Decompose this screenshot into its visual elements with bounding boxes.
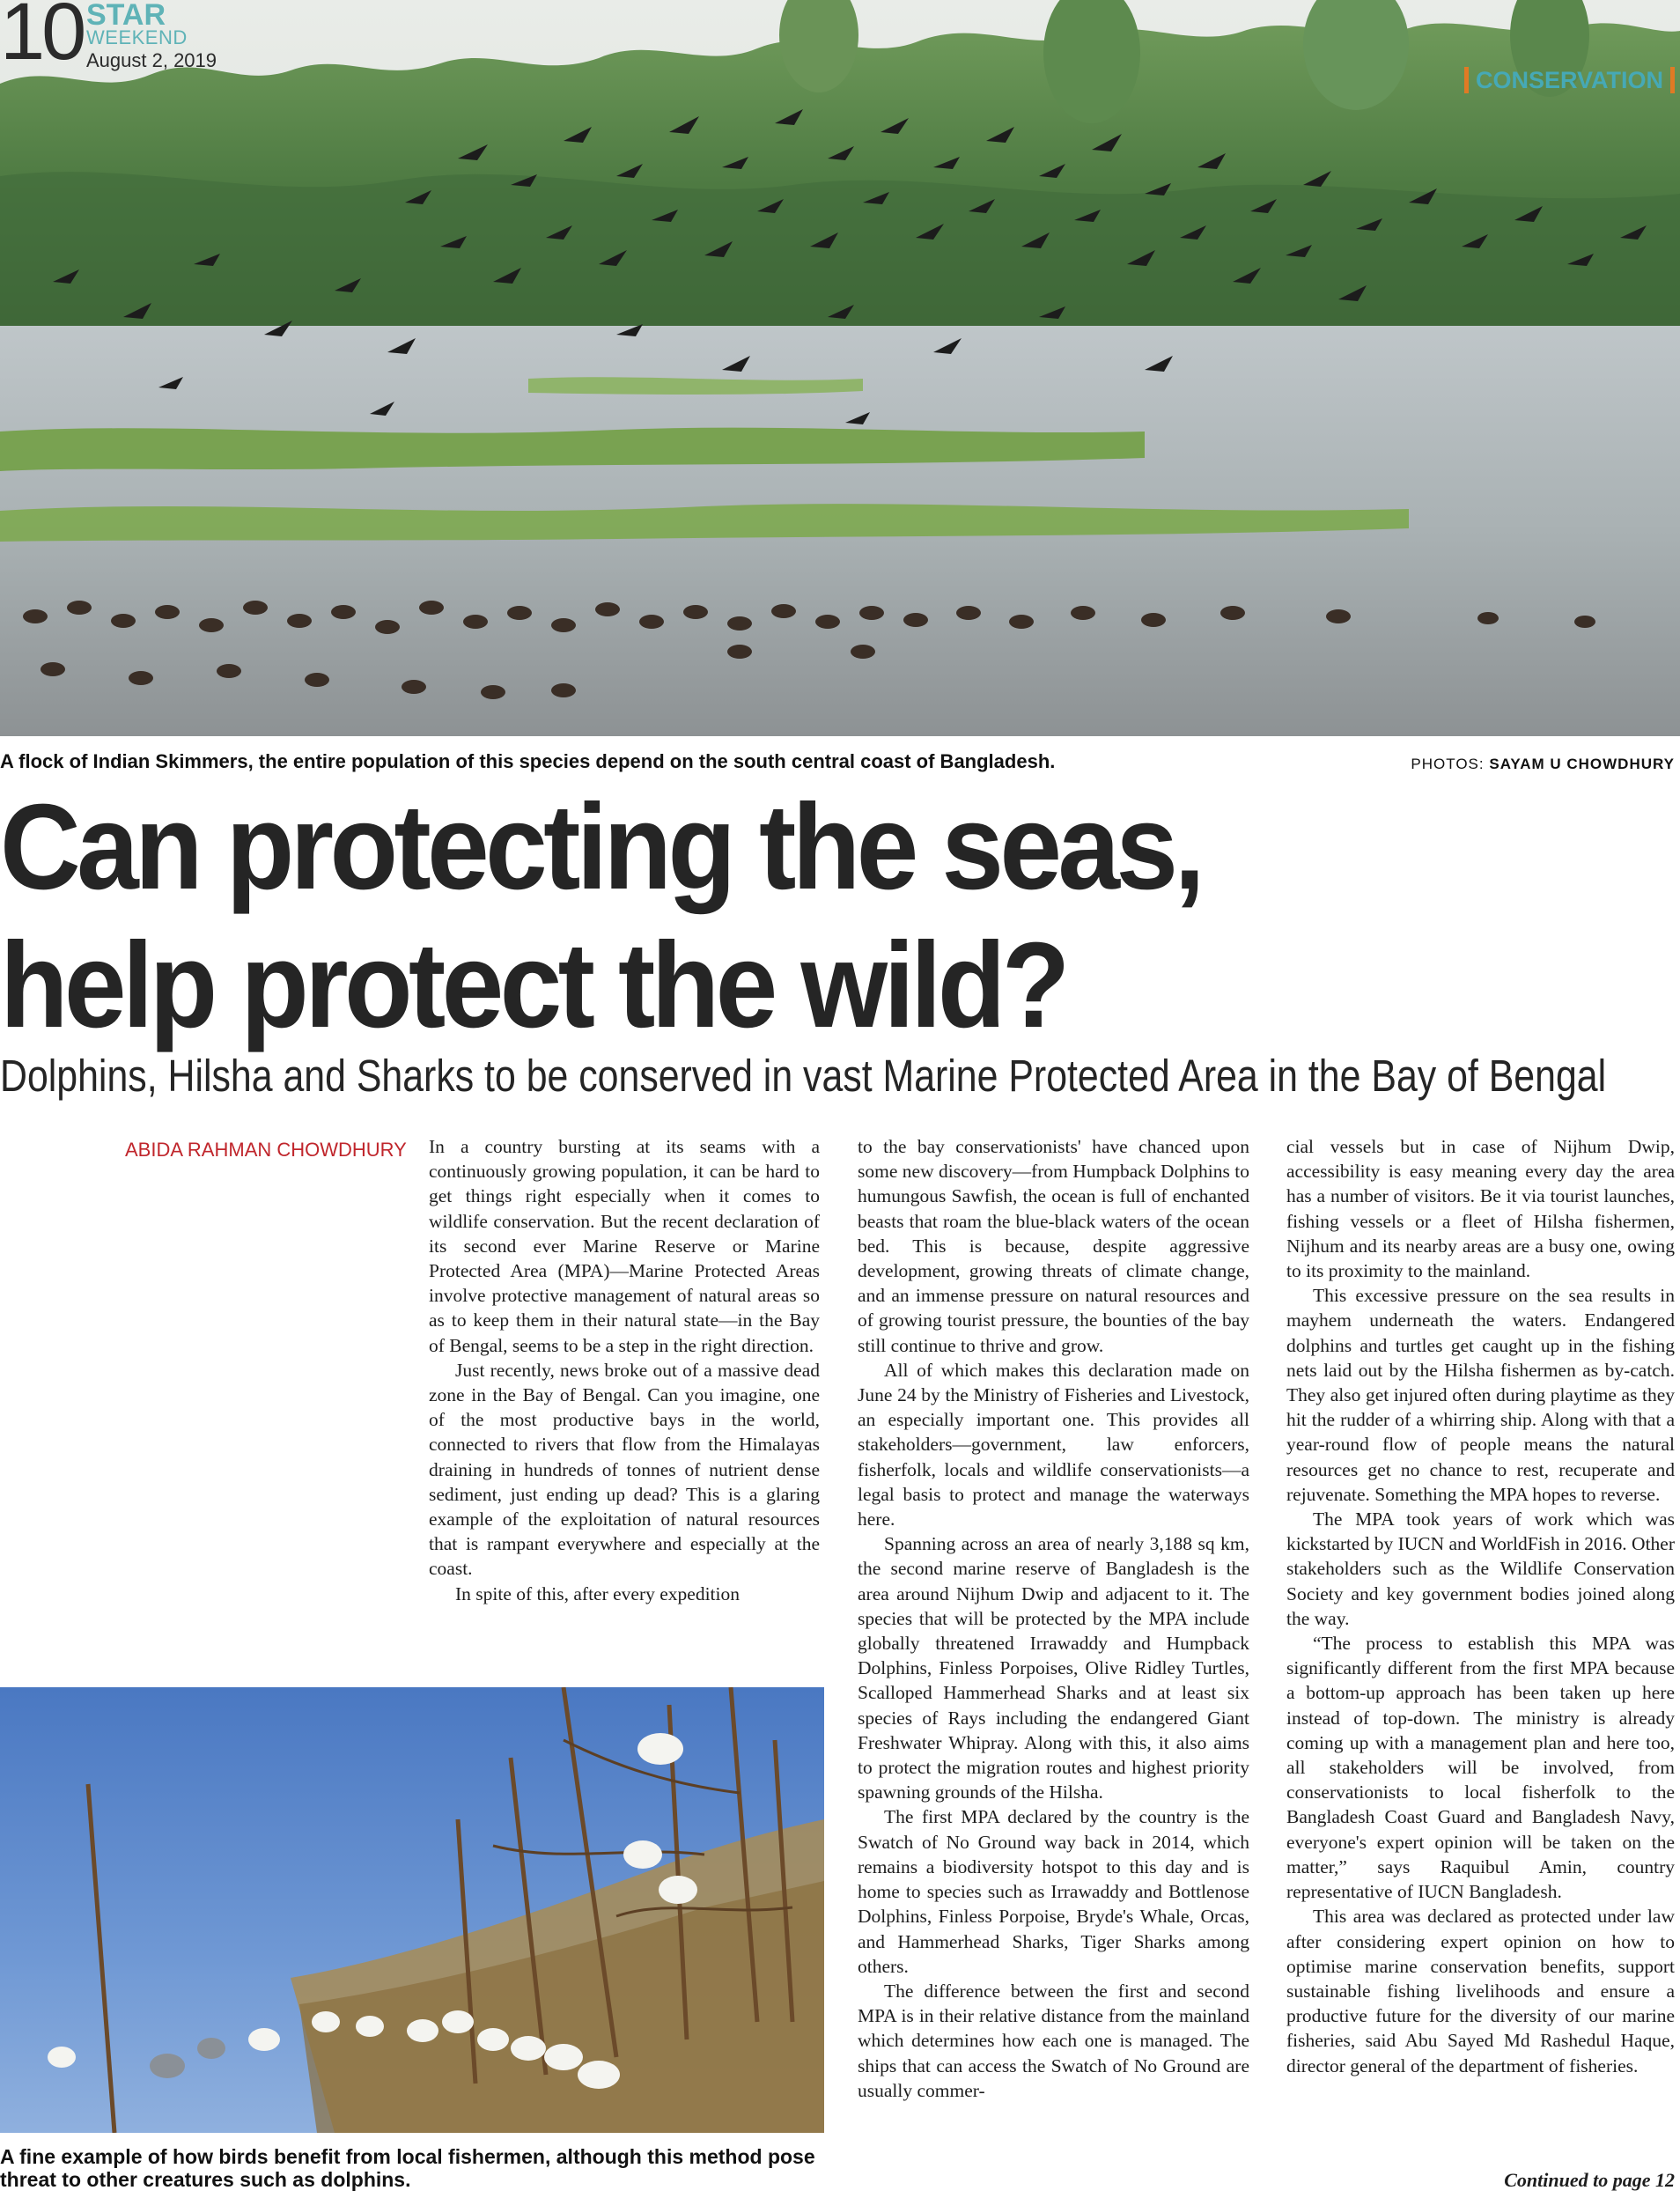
subheadline: Dolphins, Hilsha and Sharks to be conserved in vast Marine Protected Area in the Bay of Bengal (0, 1051, 1607, 1101)
photo-credit (1411, 753, 1675, 776)
hero-photo-illustration (0, 0, 1680, 736)
egrets-photo-illustration (0, 1687, 824, 2133)
paragraph: This excessive pressure on the sea results in mayhem underneath the waters. Endangered dolphins and turtles get caught up in the fishing nets laid out by the Hilsha fishermen as by-catch. They also get injured often during playtime as they hit the rudder of a whirring ship. Along with that a year-round flow of people means the natural resources get no chance to rest, recuperate and rejuvenate. Something the MPA hopes to reverse. (1286, 1285, 1675, 1505)
hero-caption: A flock of Indian Skimmers, the entire population of this species depend on the south central coast of Bangladesh. (0, 750, 1056, 772)
brand-subtitle: WEEKEND (86, 26, 188, 48)
paragraph: Just recently, news broke out of a massive dead zone in the Bay of Bengal. Can you imagine, one of the most productive bays in the world, connected to rivers that flow from the Himalayas draining in hundreds of tonnes of nutrient dense sediment, just ending up dead? This is a glaring example of the exploitation of natural resources that is rampant everywhere and especially at the coast. (429, 1359, 820, 1580)
paragraph: The first MPA declared by the country is the Swatch of No Ground way back in 2014, which remains a biodiversity hotspot to this day and is home to species such as Irrawaddy and Bottlenose Dolphins, Finless Porpoise, Bryde's Whale, Orcas, and Hammerhead Sharks, Tiger Sharks among others. (858, 1806, 1249, 1977)
byline: ABIDA RAHMAN CHOWDHURY (125, 1139, 407, 1161)
paragraph: In a country bursting at its seams with a continuously growing population, it can be hard to get things right especially when it comes to wildlife conservation. But the recent declaration of its second ever Marine Reserve or Marine Protected Area (MPA)—Marine Protected Areas involve protective management of natural areas so as to keep them in their natural state—in the Bay of Bengal, seems to be a step in the right direction. (429, 1136, 820, 1356)
paragraph: The difference between the first and second MPA is in their relative distance from the mainland which determines how each one is managed. The ships that can access the Swatch of No Ground are usually commer- (858, 1980, 1249, 2101)
paragraph: “The process to establish this MPA was significantly different from the first MPA because a bottom-up approach has been taken up here instead of top-down. The ministry is already coming up with a management plan and here too, all stakeholders will be involved, from conservationists to local fisherfolk to the Bangladesh Coast Guard and Bangladesh Navy, everyone's expert opinion will be taken on the matter,” says Raquibul Amin, country representative of IUCN Bangladesh. (1286, 1633, 1675, 1903)
paragraph: The MPA took years of work which was kickstarted by IUCN and WorldFish in 2016. Other stakeholders such as the Wildlife Conservation Society and key government bodies joined along the way. (1286, 1508, 1675, 1629)
section-tag: CONSERVATION (1464, 67, 1675, 93)
article-column-1 (429, 1134, 820, 1606)
article-column-3 (1286, 1134, 1675, 2078)
article-column-2 (858, 1134, 1249, 2103)
paragraph: In spite of this, after every expedition (455, 1582, 740, 1604)
continued-link[interactable]: Continued to page 12 (1504, 2169, 1675, 2191)
page-number: 10 (0, 0, 84, 77)
egrets-photo (0, 1687, 824, 2133)
photo-credit-label: PHOTOS: (1411, 756, 1485, 772)
paragraph: All of which makes this declaration made on June 24 by the Ministry of Fisheries and Livestock, an especially important one. This provides all stakeholders—government, law enforcers, fisherfolk, locals and wildlife conservationists—a legal basis to protect and manage the waterways here. (858, 1359, 1249, 1530)
paragraph: cial vessels but in case of Nijhum Dwip, accessibility is easy meaning every day the area has a number of visitors. Be it via tourist launches, fishing vessels or a fleet of Hilsha fishermen, Nijhum and its nearby areas are a busy one, owing to its proximity to the mainland. (1286, 1136, 1675, 1282)
hero-photo (0, 0, 1680, 736)
photo-credit-name: SAYAM U CHOWDHURY (1489, 756, 1675, 772)
paragraph: Spanning across an area of nearly 3,188 sq km, the second marine reserve of Bangladesh is the area around Nijhum Dwip and adjacent to it. The species that will be protected by the MPA include globally threatened Irrawaddy and Humpback Dolphins, Finless Porpoises, Olive Ridley Turtles, Scalloped Hammerhead Sharks and at least six species of Rays including the endangered Giant Freshwater Whipray. Along with this, it also aims to protect the migration routes and highest priority spawning grounds of the Hilsha. (858, 1533, 1249, 1803)
brand-logo: STAR (86, 0, 166, 32)
paragraph: to the bay conservationists' have chanced upon some new discovery—from Humpback Dolphins to humungous Sawfish, the ocean is full of enchanted beasts that roam the blue-black waters of the ocean bed. This is because, despite aggressive development, growing threats of climate change, and an immense pressure on natural resources and of growing tourist pressure, the bounties of the bay still continue to thrive and grow. (858, 1136, 1249, 1356)
paragraph: This area was declared as protected under law after considering expert opinion on how to optimise marine conservation benefits, support sustainable fishing livelihoods and ensure a productive future for the diversity of our marine fisheries, said Abu Sayed Md Rashedul Haque, director general of the department of fisheries. (1286, 1906, 1675, 2076)
headline: Can protecting the seas, help protect the wild? (0, 779, 1202, 1053)
issue-date: August 2, 2019 (86, 49, 217, 71)
egret-caption: A fine example of how birds benefit from local fishermen, although this method pose threat to other creatures such as dolphins. (0, 2145, 815, 2191)
